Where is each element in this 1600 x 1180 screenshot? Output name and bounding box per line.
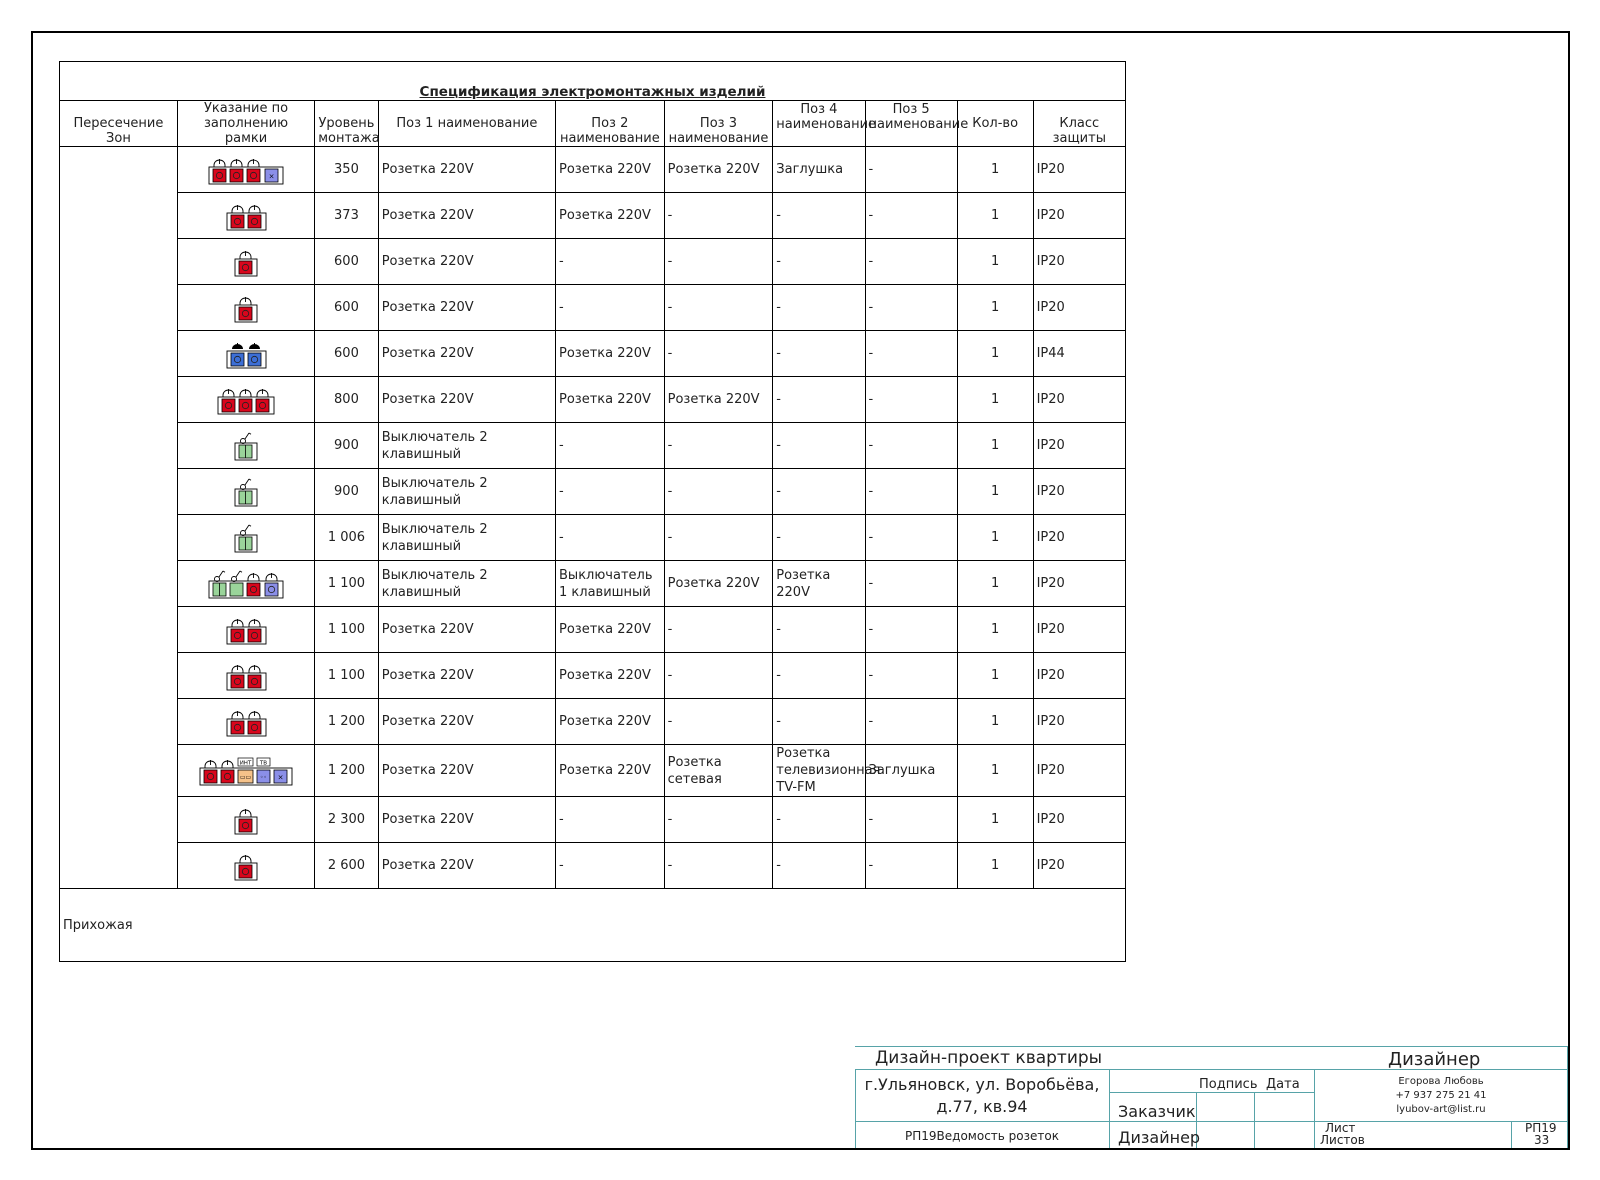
table-row — [60, 331, 1126, 377]
level-cell: 2 600 — [315, 843, 379, 889]
header-protection: Класс защиты — [1033, 101, 1125, 147]
frame-icon-cell — [177, 561, 314, 607]
pos3-cell: - — [664, 239, 773, 285]
table-row — [60, 239, 1126, 285]
header-pos5 — [865, 101, 969, 147]
pos3-cell: - — [664, 331, 773, 377]
pos3-cell: Розетка сетевая — [664, 745, 773, 797]
pos1-cell: Выключатель 2 клавишный — [378, 423, 555, 469]
qty-cell: 1 — [957, 331, 1033, 377]
header-level: Уровень монтажа — [315, 101, 379, 147]
pos4-cell: - — [773, 423, 865, 469]
socket-network-tv-frame-icon — [199, 756, 293, 786]
level-cell: 900 — [315, 423, 379, 469]
pos1-cell: Розетка 220V — [378, 699, 555, 745]
zone-name — [60, 889, 1126, 962]
level-cell: 1 200 — [315, 699, 379, 745]
customer-label: Заказчик — [1118, 1102, 1196, 1121]
pos2-cell: Розетка 220V — [556, 607, 665, 653]
specification-table — [59, 61, 1126, 962]
pos1-cell: Розетка 220V — [378, 285, 555, 331]
sheets-label: Листов — [1320, 1133, 1365, 1147]
frame-icon-cell — [177, 745, 314, 797]
pos4-cell: - — [773, 607, 865, 653]
protection-cell: IP20 — [1033, 377, 1125, 423]
pos3-cell: - — [664, 843, 773, 889]
svg-text:◦◦: ◦◦ — [259, 773, 268, 781]
sheet-code: РП19 — [1525, 1121, 1557, 1135]
frame-icon-cell — [177, 285, 314, 331]
level-cell: 600 — [315, 285, 379, 331]
pos3-cell: - — [664, 699, 773, 745]
pos5-cell: - — [865, 377, 957, 423]
qty-cell: 1 — [957, 285, 1033, 331]
pos5-cell: - — [865, 239, 957, 285]
qty-cell: 1 — [957, 653, 1033, 699]
qty-cell: 1 — [957, 607, 1033, 653]
pos5-cell: Заглушка — [865, 745, 957, 797]
pos3-cell: - — [664, 607, 773, 653]
level-cell: 1 100 — [315, 607, 379, 653]
pos2-cell: - — [556, 239, 665, 285]
table-row — [60, 699, 1126, 745]
pos2-cell: Розетка 220V — [556, 745, 665, 797]
designer-phone: +7 937 275 21 41 — [1395, 1090, 1487, 1101]
socket-frame-2-icon — [226, 707, 267, 737]
frame-icon-cell — [177, 377, 314, 423]
date-label: Дата — [1266, 1077, 1300, 1092]
qty-cell: 1 — [957, 423, 1033, 469]
frame-icon-cell — [177, 653, 314, 699]
header-frame: Указание по заполнению рамки — [177, 101, 314, 147]
switch-frame-1-icon — [234, 477, 258, 507]
pos2-cell: Розетка 220V — [556, 377, 665, 423]
protection-cell: IP20 — [1033, 515, 1125, 561]
header-pos4 — [773, 101, 877, 147]
pos5-cell: - — [865, 699, 957, 745]
frame-icon-cell — [177, 797, 314, 843]
header-pos5-text: Поз 5 наименование — [868, 101, 969, 132]
waterproof-socket-frame-2-icon — [226, 339, 267, 369]
qty-cell: 1 — [957, 377, 1033, 423]
pos4-cell: - — [773, 193, 865, 239]
qty-cell: 1 — [957, 193, 1033, 239]
table-row — [60, 147, 1126, 193]
pos1-cell: Розетка 220V — [378, 193, 555, 239]
pos4-cell: - — [773, 377, 865, 423]
table-row — [60, 797, 1126, 843]
designer-email: lyubov-art@list.ru — [1396, 1104, 1486, 1115]
pos3-cell: Розетка 220V — [664, 147, 773, 193]
pos4-cell: - — [773, 653, 865, 699]
pos1-cell: Розетка 220V — [378, 239, 555, 285]
pos5-cell: - — [865, 331, 957, 377]
pos5-cell: - — [865, 515, 957, 561]
pos5-cell: - — [865, 607, 957, 653]
pos1-cell: Розетка 220V — [378, 607, 555, 653]
protection-cell: IP20 — [1033, 699, 1125, 745]
header-pos3: Поз 3 наименование — [664, 101, 773, 147]
socket-frame-1-icon — [234, 247, 258, 277]
pos4-cell: Розетка 220V — [773, 561, 865, 607]
pos2-cell: - — [556, 469, 665, 515]
socket-frame-2-icon — [226, 201, 267, 231]
protection-cell: IP44 — [1033, 331, 1125, 377]
table-row — [60, 377, 1126, 423]
pos2-cell: - — [556, 797, 665, 843]
frame-icon-cell — [177, 423, 314, 469]
protection-cell: IP20 — [1033, 147, 1125, 193]
protection-cell: IP20 — [1033, 469, 1125, 515]
table-title: Спецификация электромонтажных изделий — [60, 62, 1126, 101]
designer-role-label: Дизайнер — [1118, 1128, 1201, 1147]
pos3-cell: - — [664, 653, 773, 699]
pos5-cell: - — [865, 193, 957, 239]
table-row — [60, 745, 1126, 797]
header-pos4-text: Поз 4 наименование — [776, 101, 877, 132]
level-cell: 1 100 — [315, 653, 379, 699]
qty-cell: 1 — [957, 745, 1033, 797]
qty-cell: 1 — [957, 239, 1033, 285]
frame-icon-cell — [177, 147, 314, 193]
pos2-cell: Розетка 220V — [556, 193, 665, 239]
pos4-cell: - — [773, 285, 865, 331]
svg-text:×: × — [268, 172, 275, 180]
pos4-cell: - — [773, 797, 865, 843]
pos4-cell: - — [773, 515, 865, 561]
protection-cell: IP20 — [1033, 745, 1125, 797]
sheets-count: 33 — [1534, 1133, 1550, 1147]
qty-cell: 1 — [957, 699, 1033, 745]
table-row — [60, 515, 1126, 561]
switch-frame-1-icon — [234, 523, 258, 553]
socket-frame-1-icon — [234, 293, 258, 323]
level-cell: 900 — [315, 469, 379, 515]
designer-name: Егорова Любовь — [1398, 1076, 1484, 1087]
pos1-cell: Выключатель 2 клавишный — [378, 561, 555, 607]
level-cell: 1 100 — [315, 561, 379, 607]
qty-cell: 1 — [957, 561, 1033, 607]
protection-cell: IP20 — [1033, 285, 1125, 331]
frame-icon-cell — [177, 469, 314, 515]
frame-icon-cell — [177, 515, 314, 561]
address-line-1: г.Ульяновск, ул. Воробьёва, — [864, 1075, 1100, 1094]
pos5-cell: - — [865, 653, 957, 699]
pos4-cell: - — [773, 239, 865, 285]
pos2-cell: Розетка 220V — [556, 699, 665, 745]
protection-cell: IP20 — [1033, 797, 1125, 843]
pos5-cell: - — [865, 797, 957, 843]
socket-frame-2-icon — [226, 615, 267, 645]
pos3-cell: - — [664, 193, 773, 239]
pos3-cell: Розетка 220V — [664, 561, 773, 607]
qty-cell: 1 — [957, 515, 1033, 561]
pos1-cell: Розетка 220V — [378, 331, 555, 377]
address-line-2: д.77, кв.94 — [936, 1097, 1028, 1116]
pos3-cell: - — [664, 423, 773, 469]
frame-icon-cell — [177, 239, 314, 285]
pos1-cell: Выключатель 2 клавишный — [378, 469, 555, 515]
level-cell: 373 — [315, 193, 379, 239]
pos2-cell: Розетка 220V — [556, 331, 665, 377]
pos1-cell: Розетка 220V — [378, 843, 555, 889]
level-cell: 600 — [315, 331, 379, 377]
sheet-label: Лист — [1325, 1121, 1356, 1135]
protection-cell: IP20 — [1033, 607, 1125, 653]
pos2-cell: Выключатель 1 клавишный — [556, 561, 665, 607]
socket-frame-3-icon — [217, 385, 275, 415]
pos3-cell: - — [664, 515, 773, 561]
socket-frame-2-icon — [226, 661, 267, 691]
zone-cell — [60, 147, 178, 889]
header-pos2: Поз 2 наименование — [556, 101, 665, 147]
header-zone: Пересечение Зон — [60, 101, 178, 147]
pos1-cell: Розетка 220V — [378, 653, 555, 699]
socket-frame-3-plus-blank-icon — [208, 155, 284, 185]
table-row — [60, 285, 1126, 331]
pos3-cell: Розетка 220V — [664, 377, 773, 423]
pos4-cell: Розетка телевизионная TV-FM — [773, 745, 865, 797]
qty-cell: 1 — [957, 469, 1033, 515]
table-row — [60, 193, 1126, 239]
level-cell: 350 — [315, 147, 379, 193]
protection-cell: IP20 — [1033, 843, 1125, 889]
pos2-cell: Розетка 220V — [556, 653, 665, 699]
signature-label: Подпись — [1199, 1077, 1258, 1092]
pos2-cell: - — [556, 843, 665, 889]
pos5-cell: - — [865, 561, 957, 607]
pos3-cell: - — [664, 469, 773, 515]
pos3-cell: - — [664, 285, 773, 331]
frame-icon-cell — [177, 607, 314, 653]
pos2-cell: - — [556, 423, 665, 469]
header-row — [60, 101, 1126, 147]
pos2-cell: - — [556, 515, 665, 561]
designer-heading: Дизайнер — [1388, 1049, 1481, 1070]
header-pos1: Поз 1 наименование — [378, 101, 555, 147]
pos4-cell: - — [773, 331, 865, 377]
switch-socket-combo-frame-icon — [208, 569, 284, 599]
table-row — [60, 607, 1126, 653]
level-cell: 2 300 — [315, 797, 379, 843]
svg-text:ИНТ: ИНТ — [239, 760, 252, 767]
table-row — [60, 653, 1126, 699]
table-row — [60, 469, 1126, 515]
pos4-cell: - — [773, 699, 865, 745]
pos3-cell: - — [664, 797, 773, 843]
frame-icon-cell — [177, 331, 314, 377]
protection-cell: IP20 — [1033, 561, 1125, 607]
level-cell: 1 006 — [315, 515, 379, 561]
project-title: Дизайн-проект квартиры — [875, 1048, 1103, 1068]
pos1-cell: Розетка 220V — [378, 797, 555, 843]
table-row — [60, 423, 1126, 469]
pos1-cell: Розетка 220V — [378, 745, 555, 797]
pos1-cell: Розетка 220V — [378, 147, 555, 193]
header-qty: Кол-во — [957, 101, 1033, 147]
switch-frame-1-icon — [234, 431, 258, 461]
pos2-cell: - — [556, 285, 665, 331]
zone-name-text: Прихожая — [63, 918, 133, 933]
svg-text:×: × — [277, 773, 284, 781]
protection-cell: IP20 — [1033, 653, 1125, 699]
level-cell: 600 — [315, 239, 379, 285]
socket-frame-1-icon — [234, 851, 258, 881]
svg-text:ТВ: ТВ — [259, 760, 268, 767]
svg-text:▭▭: ▭▭ — [239, 773, 252, 781]
pos5-cell: - — [865, 469, 957, 515]
frame-icon-cell — [177, 193, 314, 239]
socket-frame-1-icon — [234, 805, 258, 835]
pos1-cell: Розетка 220V — [378, 377, 555, 423]
pos4-cell: - — [773, 843, 865, 889]
pos5-cell: - — [865, 843, 957, 889]
level-cell: 1 200 — [315, 745, 379, 797]
level-cell: 800 — [315, 377, 379, 423]
qty-cell: 1 — [957, 797, 1033, 843]
protection-cell: IP20 — [1033, 239, 1125, 285]
frame-icon-cell — [177, 843, 314, 889]
protection-cell: IP20 — [1033, 423, 1125, 469]
qty-cell: 1 — [957, 843, 1033, 889]
frame-icon-cell — [177, 699, 314, 745]
sheet-name: РП19Ведомость розеток — [905, 1129, 1059, 1143]
table-row — [60, 843, 1126, 889]
pos5-cell: - — [865, 285, 957, 331]
pos2-cell: Розетка 220V — [556, 147, 665, 193]
protection-cell: IP20 — [1033, 193, 1125, 239]
pos4-cell: - — [773, 469, 865, 515]
pos5-cell: - — [865, 147, 957, 193]
pos5-cell: - — [865, 423, 957, 469]
table-row — [60, 561, 1126, 607]
pos1-cell: Выключатель 2 клавишный — [378, 515, 555, 561]
title-block — [855, 1046, 1568, 1148]
qty-cell: 1 — [957, 147, 1033, 193]
pos4-cell: Заглушка — [773, 147, 865, 193]
